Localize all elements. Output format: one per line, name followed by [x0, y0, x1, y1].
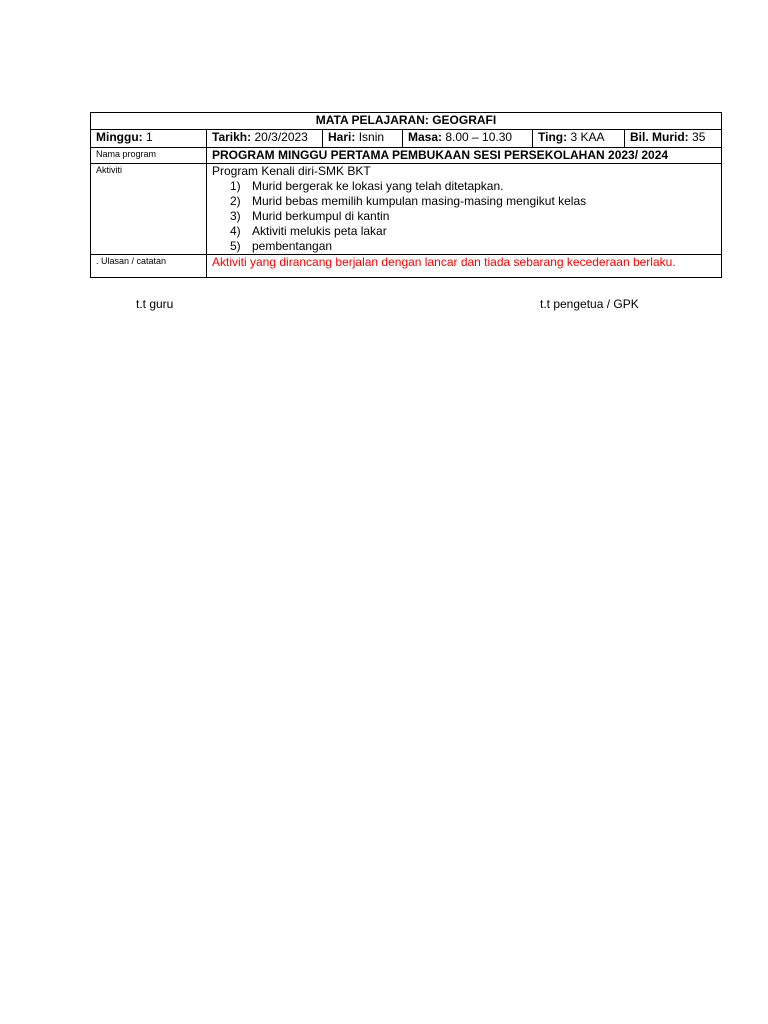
- item-text: pembentangan: [252, 239, 333, 253]
- hari-cell: [323, 130, 403, 148]
- aktiviti-row: [91, 164, 722, 255]
- hari-value: Isnin: [358, 130, 385, 144]
- tarikh-value: 20/3/2023: [254, 130, 308, 144]
- program-row: [91, 148, 722, 164]
- list-item: [212, 209, 716, 224]
- item-text: Murid bebas memilih kumpulan masing-masing mengikut kelas: [252, 194, 587, 208]
- list-item: [212, 179, 716, 194]
- ting-label: Ting:: [538, 130, 568, 144]
- aktiviti-label: Aktiviti: [91, 164, 207, 255]
- minggu-cell: [91, 130, 207, 148]
- item-text: Aktiviti melukis peta lakar: [252, 224, 387, 238]
- item-text: Murid berkumpul di kantin: [252, 209, 390, 223]
- activity-list: [212, 179, 716, 254]
- hari-label: Hari:: [328, 130, 356, 144]
- aktiviti-intro: Program Kenali diri-SMK BKT: [212, 164, 371, 178]
- masa-value: 8.00 – 10.30: [445, 130, 513, 144]
- signature-guru: t.t guru: [136, 297, 174, 311]
- item-number: 5): [230, 239, 241, 253]
- ting-value: 3 KAA: [570, 130, 605, 144]
- minggu-value: 1: [146, 130, 153, 144]
- ulasan-row: [91, 255, 722, 278]
- item-number: 1): [230, 179, 241, 193]
- list-item: [212, 239, 716, 254]
- subject-title: MATA PELAJARAN: GEOGRAFI: [91, 113, 722, 130]
- tarikh-label: Tarikh:: [212, 130, 252, 144]
- ulasan-text: Aktiviti yang dirancang berjalan dengan lancar dan tiada sebarang kecederaan berlaku.: [207, 255, 722, 278]
- item-text: Murid bergerak ke lokasi yang telah ditetapkan.: [252, 179, 504, 193]
- minggu-label: Minggu:: [96, 130, 143, 144]
- program-name: PROGRAM MINGGU PERTAMA PEMBUKAAN SESI PERSEKOLAHAN 2023/ 2024: [207, 148, 722, 164]
- report-table: [90, 112, 722, 278]
- bil-murid-value: 35: [692, 130, 706, 144]
- list-item: [212, 194, 716, 209]
- aktiviti-content: [207, 164, 722, 255]
- ulasan-label: . Ulasan / catatan: [91, 255, 207, 278]
- list-item: [212, 224, 716, 239]
- item-number: 2): [230, 194, 241, 208]
- item-number: 4): [230, 224, 241, 238]
- bil-murid-label: Bil. Murid:: [630, 130, 689, 144]
- program-label: Nama program: [91, 148, 207, 164]
- tarikh-cell: [207, 130, 323, 148]
- masa-cell: [403, 130, 533, 148]
- masa-label: Masa:: [408, 130, 443, 144]
- meta-row: [91, 130, 722, 148]
- item-number: 3): [230, 209, 241, 223]
- bil-murid-cell: [625, 130, 722, 148]
- signature-pengetua: t.t pengetua / GPK: [540, 297, 639, 311]
- ting-cell: [533, 130, 625, 148]
